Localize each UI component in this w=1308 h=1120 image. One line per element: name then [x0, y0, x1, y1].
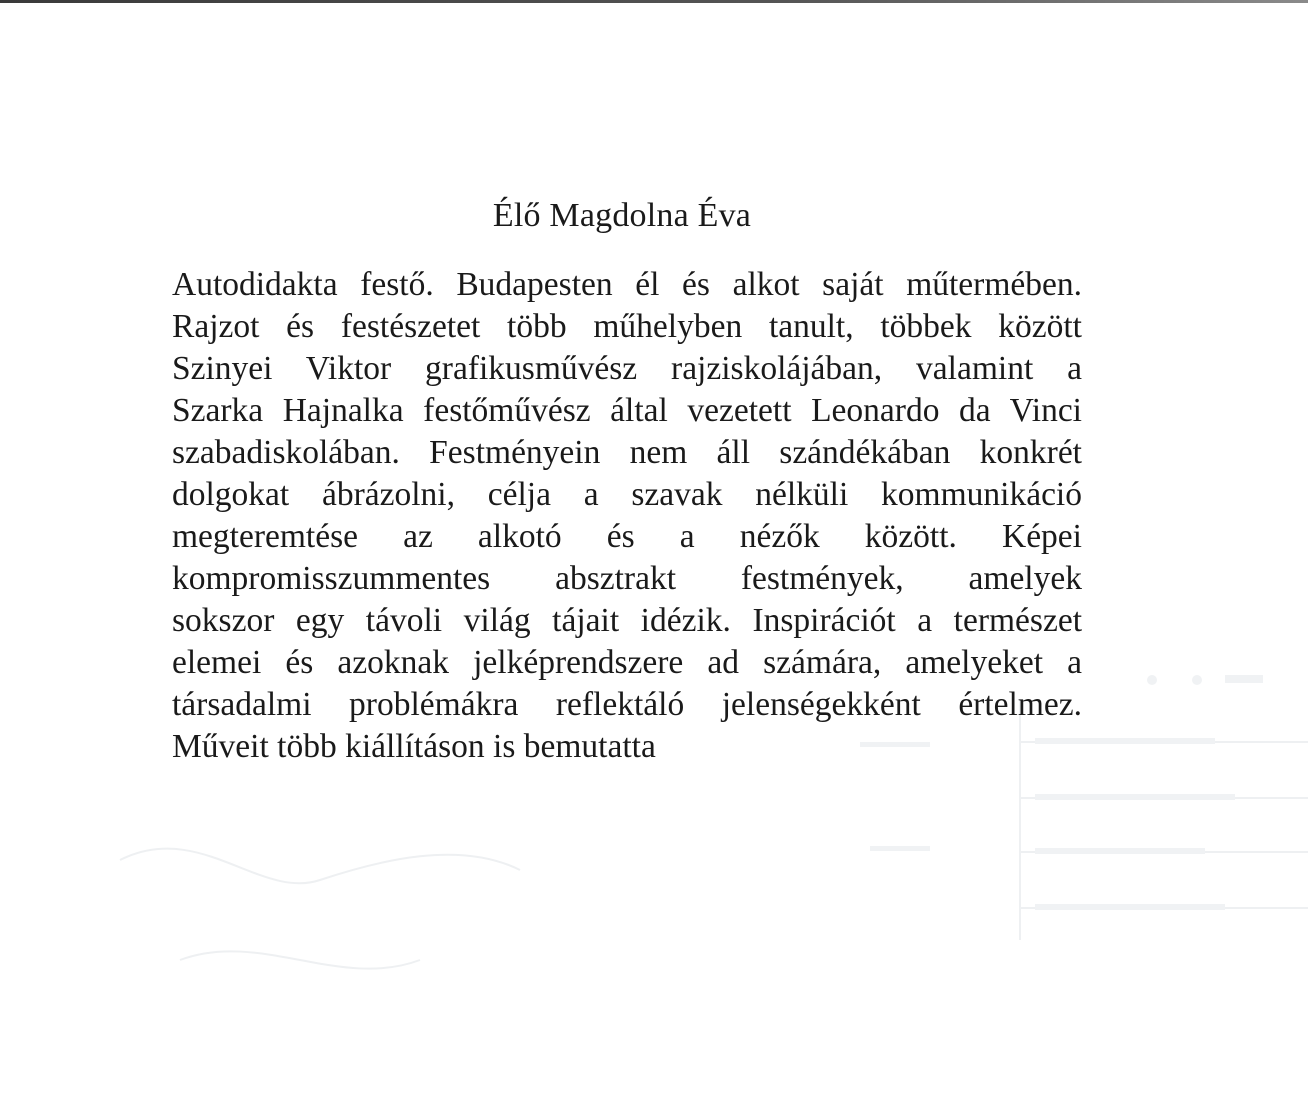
- paragraph-line: Műveit több kiállításon is bemutatta: [172, 728, 656, 765]
- paragraph-line: Autodidakta festő. Budapesten él és alkot saját műtermében.: [172, 266, 1082, 303]
- paragraph-line: szabadiskolában. Festményein nem áll szándékában konkrét: [172, 434, 1082, 471]
- paragraph-line: sokszor egy távoli világ tájait idézik. Inspirációt a természet: [172, 602, 1082, 639]
- biography-paragraph: [172, 264, 1082, 768]
- paragraph-line: társadalmi problémákra reflektáló jelenségekként értelmez.: [172, 686, 1082, 723]
- paragraph-line: Rajzot és festészetet több műhelyben tanult, többek között: [172, 308, 1082, 345]
- paragraph-line: megteremtése az alkotó és a nézők között. Képei: [172, 518, 1082, 555]
- scan-edge: [0, 0, 1308, 3]
- paragraph-line: kompromisszummentes absztrakt festmények, amelyek: [172, 560, 1082, 597]
- paragraph-line: elemei és azoknak jelképrendszere ad számára, amelyeket a: [172, 644, 1082, 681]
- paragraph-line: Szinyei Viktor grafikusművész rajziskolájában, valamint a: [172, 350, 1082, 387]
- paragraph-line: dolgokat ábrázolni, célja a szavak nélküli kommunikáció: [172, 476, 1082, 513]
- paragraph-line: Szarka Hajnalka festőművész által vezetett Leonardo da Vinci: [172, 392, 1082, 429]
- document-title: Élő Magdolna Éva: [492, 197, 752, 234]
